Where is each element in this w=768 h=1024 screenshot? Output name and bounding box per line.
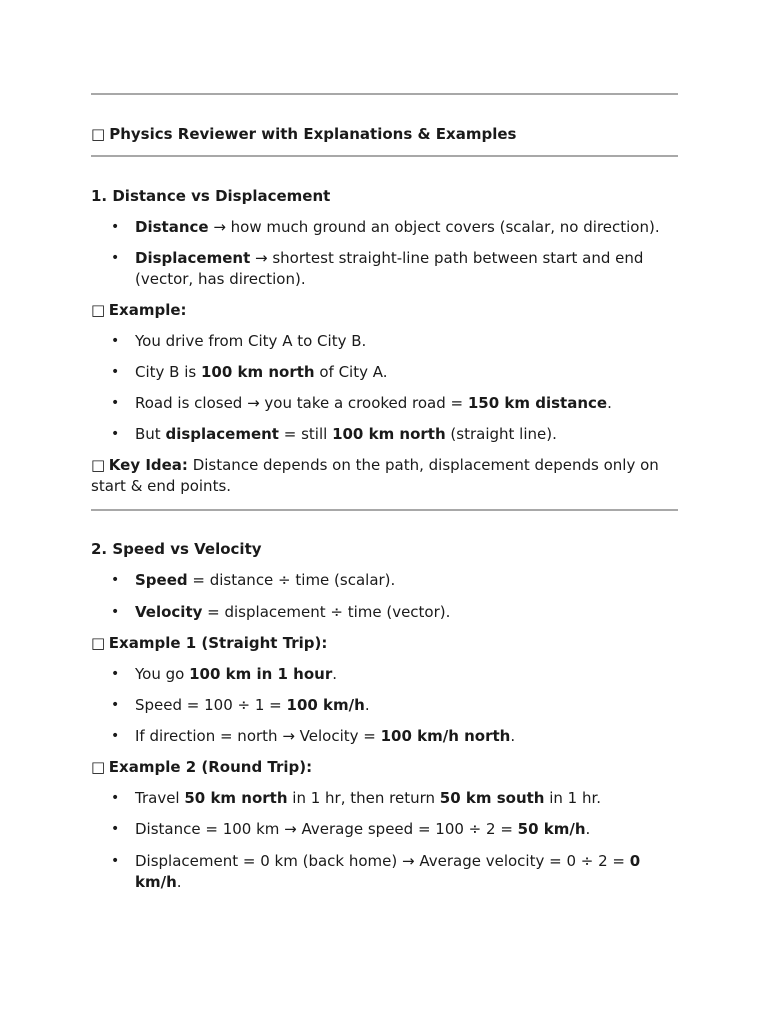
bold-text: 100 km north — [200, 363, 315, 381]
key-idea-label: Key Idea: — [108, 456, 188, 474]
list-item — [91, 424, 678, 445]
example-1-list — [91, 664, 678, 747]
definition: = distance ÷ time (scalar). — [187, 571, 396, 589]
list-item — [91, 851, 678, 893]
list-item — [91, 570, 678, 591]
list-item — [91, 362, 678, 383]
example-list — [91, 331, 678, 445]
text: of City A. — [314, 363, 388, 381]
definition-list — [91, 217, 678, 290]
text: Displacement = 0 km (back home) → Average velocity = 0 ÷ 2 = — [135, 852, 630, 870]
list-item — [91, 602, 678, 623]
list-item — [91, 248, 678, 290]
title-text: Physics Reviewer with Explanations & Examples — [109, 125, 517, 143]
bold-text: 150 km distance — [467, 394, 608, 412]
definition: → shortest straight-line path between start and end (vector, has direction). — [135, 249, 644, 288]
bold-text: 100 km/h north — [380, 727, 511, 745]
bold-text: 0 km/h — [135, 852, 641, 891]
definition: → how much ground an object covers (scalar, no direction). — [208, 218, 660, 236]
title-emoji-icon: □ — [91, 125, 106, 143]
text: Speed = 100 ÷ 1 = — [135, 696, 287, 714]
list-item — [91, 819, 678, 840]
document-title — [91, 124, 678, 145]
text: But — [135, 425, 166, 443]
text: You drive from City A to City B. — [135, 332, 367, 350]
bold-text: 100 km north — [332, 425, 446, 443]
example-label-text: Example 2 (Round Trip): — [108, 758, 313, 776]
text: . — [510, 727, 516, 745]
car-emoji-icon: □ — [91, 634, 106, 652]
term: Velocity — [135, 603, 203, 621]
list-item — [91, 393, 678, 414]
term: Displacement — [135, 249, 251, 267]
document-content — [91, 0, 678, 893]
text: City B is — [135, 363, 201, 381]
example-label-text: Example: — [108, 301, 187, 319]
bold-text: displacement — [165, 425, 279, 443]
pin-emoji-icon: □ — [91, 301, 106, 319]
list-item — [91, 695, 678, 716]
bold-text: 50 km/h — [517, 820, 586, 838]
list-item — [91, 726, 678, 747]
list-item — [91, 664, 678, 685]
term: Distance — [135, 218, 209, 236]
example-1-label — [91, 633, 678, 654]
key-idea-text: Distance depends on the path, displacement depends only on start & end points. — [91, 456, 659, 495]
definition: = displacement ÷ time (vector). — [202, 603, 451, 621]
text: in 1 hr, then return — [287, 789, 440, 807]
text: Travel — [135, 789, 185, 807]
example-label — [91, 300, 678, 321]
bold-text: 100 km in 1 hour — [189, 665, 333, 683]
text: = still — [278, 425, 333, 443]
text: . — [364, 696, 370, 714]
term: Speed — [135, 571, 188, 589]
key-idea — [91, 455, 678, 497]
text: (straight line). — [445, 425, 557, 443]
text: . — [585, 820, 591, 838]
text: Distance = 100 km → Average speed = 100 ÷ 2 = — [135, 820, 518, 838]
definition-list — [91, 570, 678, 623]
text: Road is closed → you take a crooked road = — [135, 394, 468, 412]
example-2-list — [91, 788, 678, 893]
section-heading-speed: 2. Speed vs Velocity — [91, 540, 262, 558]
example-label-text: Example 1 (Straight Trip): — [108, 634, 328, 652]
list-item — [91, 788, 678, 809]
list-item — [91, 217, 678, 238]
text: . — [176, 873, 182, 891]
text: You go — [135, 665, 190, 683]
example-2-label — [91, 757, 678, 778]
bold-text: 50 km south — [439, 789, 545, 807]
refresh-emoji-icon: □ — [91, 758, 106, 776]
bold-text: 100 km/h — [286, 696, 365, 714]
text: If direction = north → Velocity = — [135, 727, 381, 745]
text: in 1 hr. — [544, 789, 602, 807]
text: . — [607, 394, 612, 412]
text: . — [332, 665, 337, 683]
list-item — [91, 331, 678, 352]
section-heading-distance: 1. Distance vs Displacement — [91, 187, 331, 205]
bold-text: 50 km north — [184, 789, 288, 807]
key-emoji-icon: □ — [91, 456, 106, 474]
